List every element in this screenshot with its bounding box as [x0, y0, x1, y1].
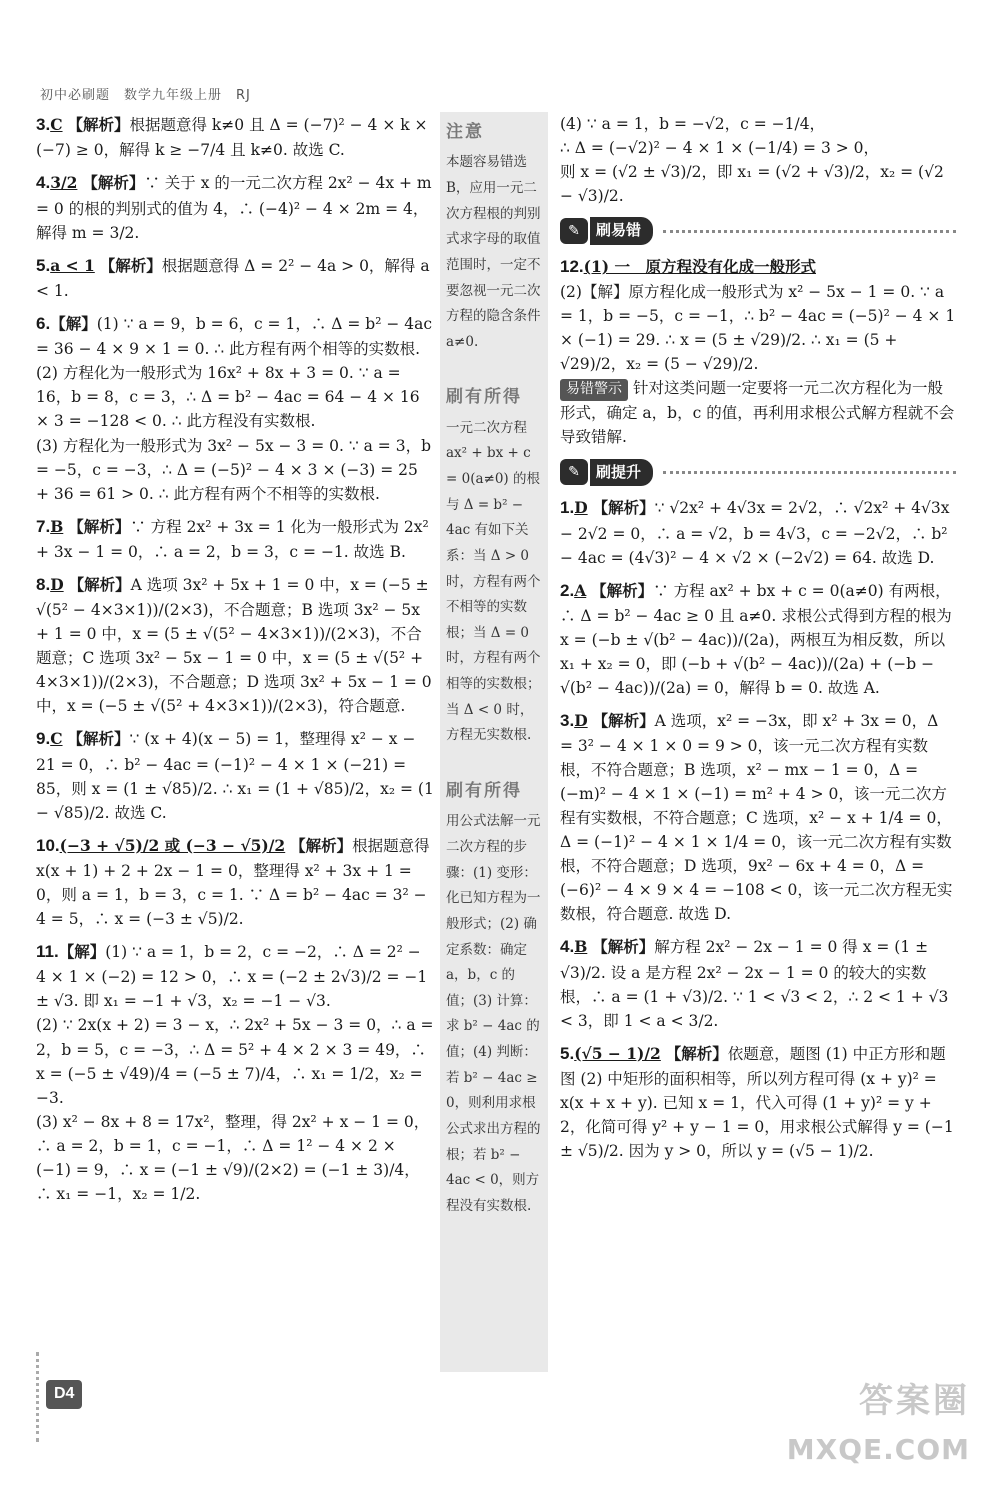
item-text: A 选项，x² = −3x，即 x² + 3x = 0，Δ = 3² − 4 × 1 × 0 = 9 > 0，该一元二次方程有实数根，不符合题意；B 选项，x² − mx − 1 = 0，Δ = (−m)² − 4 × 1 × (−1) = m² + 4 > 0，该一元二次方程有实数根，不符合题意；C 选项，x² − x + 1/4 = 0，Δ = (−1)² − 4 × 1 × 1/4 = 0，该一元二次方程有实数根，不符合题意；D 选项，9x² − 6x + 4 = 0，Δ = (−6)² − 4 × 9 × 4 = −108 < 0，该一元二次方程无实数根，符合题意. 故选 D. [560, 711, 953, 924]
banner-label: 刷提升 [590, 459, 653, 486]
item-number: 4. [36, 173, 51, 193]
side-note-title: 注意 [446, 122, 484, 142]
item-text: 根据题意得 k≠0 且 Δ = (−7)² − 4 × k × (−7) ≥ 0，解得 k ≥ −7/4 且 k≠0. 故选 C. [36, 116, 428, 160]
item-answer: D [574, 710, 588, 730]
item-text: 根据题意得 Δ = 2² − 4a > 0，解得 a < 1. [36, 256, 430, 301]
item-tag: 【解】 [58, 942, 106, 962]
page-number: D4 [46, 1380, 82, 1409]
answer-item-8 [36, 572, 434, 718]
error-warning-text: 针对这类问题一定要将一元二次方程化为一般形式，确定 a，b，c 的值，再利用求根公式解方程就不会导致错解. [560, 379, 955, 447]
item-tag: 【解析】 [67, 115, 130, 134]
side-note-caution [446, 116, 542, 355]
item-number: 5. [36, 255, 51, 275]
improve-item-1 [560, 495, 956, 569]
banner-divider [663, 230, 956, 233]
item-number: 7. [36, 516, 51, 536]
answer-item-5 [36, 253, 434, 303]
item-tag: 【解】 [50, 314, 97, 334]
item-answer: a < 1 [50, 255, 95, 275]
item-number: 8. [36, 574, 51, 594]
item-subpart: (2) 方程化为一般形式为 16x² + 8x + 3 = 0. ∵ a = 16，b = 8，c = 3，∴ Δ = b² − 4ac = 64 − 4 × 16 × 3 = −128 < 0. ∴ 此方程没有实数根. [36, 364, 420, 431]
item-tag: 【解析】 [591, 580, 654, 600]
watermark-logo-text: 答案圈 [859, 1380, 970, 1421]
item-line: 则 x = (√2 ± √3)/2，即 x₁ = (√2 + √3)/2，x₂ = (√2 − √3)/2. [560, 163, 944, 206]
item-text: (2)【解】原方程化成一般形式为 x² − 5x − 1 = 0. ∵ a = 1，b = −5，c = −1，∴ b² − 4ac = (−5)² − 4 × 1 × (−1) = 29. ∴ x = (5 ± √29)/2. ∴ x₁ = (5 + √29)/2，x₂ = (5 − √29)/2. [560, 283, 956, 374]
item-text: ∵ 关于 x 的一元二次方程 2x² − 4x + m = 0 的根的判别式的值为 4，∴ (−4)² − 4 × 2m = 4，解得 m = 3/2. [36, 174, 432, 242]
item-number: 3. [560, 710, 575, 730]
side-note-title: 刷有所得 [446, 781, 522, 802]
side-note-text: 用公式法解一元二次方程的步骤：(1) 变形：化已知方程为一般形式；(2) 确定系数：确定 a，b，c 的值；(3) 计算：求 b² − 4ac 的值；(4) 判断：若 b² − 4ac ≥ 0，则利用求根公式求出方程的根；若 b² − 4ac < 0，则方程没有实数根. [446, 813, 541, 1214]
item-answer: B [50, 516, 64, 536]
side-note-text: 本题容易错选 B，应用一元二次方程根的判别式求字母的取值范围时，一定不要忽视一元二次方程的隐含条件 a≠0. [446, 154, 541, 350]
item-text: 解方程 2x² − 2x − 1 = 0 得 x = (1 ± √3)/2. 设 a 是方程 2x² − 2x − 1 = 0 的较大的实数根，∴ a = (1 + √3)/2. ∵ 1 < √3 < 2，∴ 2 < 1 + √3 < 3，即 1 < a < 3/2. [560, 938, 949, 1030]
item-line: (4) ∵ a = 1，b = −√2，c = −1/4， [560, 115, 826, 133]
item-tag: 【解析】 [99, 255, 162, 275]
item-number: 5. [560, 1043, 575, 1063]
item-number: 1. [560, 498, 575, 518]
item-answer: C [50, 115, 63, 134]
item-answer: D [50, 574, 64, 594]
item-answer: C [50, 729, 63, 749]
watermark [787, 1375, 970, 1471]
item-answer: (−3 + √5)/2 或 (−3 − √5)/2 [59, 835, 286, 855]
answer-item-11-part4 [560, 112, 956, 208]
item-tag: 【解析】 [68, 574, 131, 594]
item-subpart: (3) x² − 8x + 8 = 17x²，整理，得 2x² + x − 1 = 0，∴ a = 2，b = 1，c = −1，∴ Δ = 1² − 4 × 2 × (−1) = 9，∴ x = (−1 ± √9)/(2×2) = (−1 ± 3)/4，∴ x₁ = −1，x₂ = 1/2. [36, 1112, 430, 1203]
item-number: 11. [36, 942, 59, 962]
answer-item-6 [36, 311, 434, 505]
item-text: ∵ 方程 2x² + 3x = 1 化为一般形式为 2x² + 3x − 1 = 0，∴ a = 2，b = 3，c = −1. 故选 B. [36, 517, 429, 561]
item-answer: A [574, 580, 587, 600]
side-note-takeaway-2 [446, 775, 542, 1220]
item-subpart: (2) ∵ 2x(x + 2) = 3 − x，∴ 2x² + 5x − 3 = 0，∴ a = 2，b = 5，c = −3，∴ Δ = 5² + 4 × 2 × 3 = 49，∴ x = (−5 ± √49)/4 = (−5 ± 7)/4，∴ x₁ = 1/2，x₂ = −3. [36, 1016, 434, 1107]
right-column [560, 112, 956, 1171]
item-tag: 【解析】 [290, 835, 353, 855]
item-text: 根据题意得 x(x + 1) + 2 + 2x − 1 = 0，整理得 x² + 3x + 1 = 0，则 a = 1，b = 3，c = 1. ∵ Δ = b² − 4ac = 3² − 4 = 5，∴ x = (−3 ± √5)/2. [36, 836, 430, 929]
answer-item-3 [36, 112, 434, 162]
item-number: 12. [560, 257, 584, 277]
item-number: 9. [36, 729, 51, 749]
section-banner-improvement [560, 457, 956, 487]
banner-divider [663, 471, 956, 474]
item-answer: 3/2 [50, 173, 78, 193]
item-answer: D [574, 498, 588, 518]
item-text: (1) ∵ a = 9，b = 6，c = 1，∴ Δ = b² − 4ac = 36 − 4 × 9 × 1 = 0. ∴ 此方程有两个相等的实数根. [36, 315, 433, 359]
item-tag: 【解析】 [592, 498, 655, 518]
item-text: (1) ∵ a = 1，b = 2，c = −2，∴ Δ = 2² − 4 × 1 × (−2) = 12 > 0，∴ x = (−2 ± 2√3)/2 = −1 ± √3. 即 x₁ = −1 + √3，x₂ = −1 − √3. [36, 943, 428, 1011]
answer-item-11 [36, 939, 434, 1206]
section-banner-common-errors [560, 216, 956, 246]
answer-item-9 [36, 726, 434, 824]
item-text: 依题意，题图 (1) 中正方形和题图 (2) 中矩形的面积相等，所以列方程可得 (x + y)² = x(x + x + y). 已知 x = 1，代入可得 (1 + y)² = y + 2，化简可得 y² + y − 1 = 0，用求根公式解得 y = (−1 ± √5)/2. 因为 y > 0，所以 y = (√5 − 1)/2. [560, 1044, 954, 1161]
error-warning-badge: 易错警示 [560, 379, 628, 401]
item-tag: 【解析】 [592, 710, 655, 730]
item-answer: B [574, 937, 588, 957]
answer-item-4 [36, 170, 434, 244]
item-tag: 【解析】 [67, 729, 130, 749]
item-answer: (1) 一 原方程没有化成一般形式 [583, 257, 816, 277]
item-text: ∵ √2x² + 4√3x = 2√2，∴ √2x² + 4√3x − 2√2 = 0，∴ a = √2，b = 4√3，c = −2√2，∴ b² − 4ac = (4√3)² − 4 × √2 × (−2√2) = 64. 故选 D. [560, 499, 950, 567]
side-note-takeaway-1 [446, 381, 542, 749]
item-line: ∴ Δ = (−√2)² − 4 × 1 × (−1/4) = 3 > 0， [560, 139, 880, 158]
item-tag: 【解析】 [82, 173, 145, 193]
side-notes-column [440, 112, 548, 1372]
left-column [36, 112, 434, 1214]
side-note-title: 刷有所得 [446, 387, 522, 408]
answer-item-7 [36, 514, 434, 564]
item-subpart: (3) 方程化为一般形式为 3x² − 5x − 3 = 0. ∵ a = 3，b = −5，c = −3，∴ Δ = (−5)² − 4 × 3 × (−3) = 25 + 36 = 61 > 0. ∴ 此方程有两个不相等的实数根. [36, 436, 431, 503]
item-tag: 【解析】 [68, 516, 131, 536]
banner-label: 刷易错 [590, 217, 653, 244]
side-note-text: 一元二次方程 ax² + bx + c = 0(a≠0) 的根与 Δ = b² − 4ac 有如下关系：当 Δ > 0 时，方程有两个不相等的实数根；当 Δ = 0 时，方程有两个相等的实数根；当 Δ < 0 时，方程无实数根. [446, 419, 541, 744]
watermark-url: MXQE.COM [786, 1432, 970, 1466]
item-number: 4. [560, 937, 575, 957]
improve-item-2 [560, 578, 956, 700]
item-text: ∵ (x + 4)(x − 5) = 1，整理得 x² − x − 21 = 0，∴ b² − 4ac = (−1)² − 4 × 1 × (−21) = 85，则 x = (1 ± √85)/2. ∴ x₁ = (1 + √85)/2，x₂ = (1 − √85)/2. 故选 C. [36, 730, 434, 822]
book-icon: ✎ [560, 218, 588, 244]
improve-item-5 [560, 1041, 956, 1163]
item-number: 3. [36, 115, 51, 134]
item-number: 10. [36, 835, 60, 855]
item-tag: 【解析】 [665, 1043, 728, 1063]
page-header: 初中必刷题 数学九年级上册 RJ [40, 88, 251, 103]
item-text: ∵ 方程 ax² + bx + c = 0(a≠0) 有两根，∴ Δ = b² − 4ac ≥ 0 且 a≠0. 求根公式得到方程的根为 x = (−b ± √(b² − 4ac))/(2a)，两根互为相反数，所以 x₁ + x₂ = 0，即 (−b + √(b² − 4ac))/(2a) + (−b − √(b² − 4ac))/(2a) = 0，解得 b = 0. 故选 A. [560, 581, 952, 697]
improve-item-3 [560, 708, 956, 926]
item-number: 6. [36, 314, 51, 334]
item-answer: (√5 − 1)/2 [574, 1043, 661, 1063]
improve-item-4 [560, 934, 956, 1032]
answer-item-10 [36, 833, 434, 931]
book-icon: ✎ [560, 459, 588, 485]
item-text: A 选项 3x² + 5x + 1 = 0 中，x = (−5 ± √(5² − 4×3×1))/(2×3)，不合题意；B 选项 3x² − 5x + 1 = 0 中，x = (5 ± √(5² − 4×3×1))/(2×3)，不合题意；C 选项 3x² − 5x − 1 = 0 中，x = (5 ± √(5² + 4×3×1))/(2×3)，不合题意；D 选项 3x² + 5x − 1 = 0 中，x = (−5 ± √(5² + 4×3×1))/(2×3)，符合题意. [36, 575, 432, 716]
answer-item-12 [560, 254, 956, 449]
item-number: 2. [560, 580, 575, 600]
item-tag: 【解析】 [592, 937, 655, 957]
